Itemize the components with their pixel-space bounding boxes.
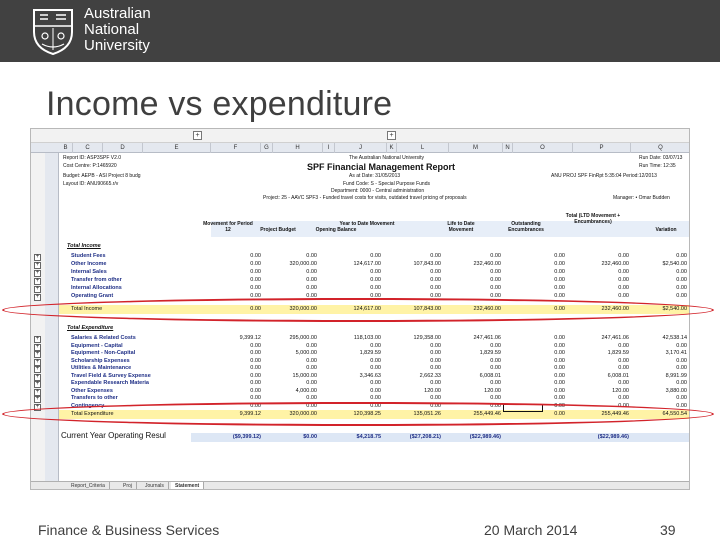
line-item-value: 0.00	[430, 395, 441, 401]
line-item-label: Salaries & Related Costs	[71, 335, 136, 341]
current-year-label: Current Year Operating Resul	[61, 431, 166, 440]
current-year-value: $4,218.75	[356, 434, 381, 440]
column-header[interactable]: D	[103, 143, 143, 153]
line-item-value: 0.00	[430, 365, 441, 371]
footer-date: 20 March 2014	[484, 522, 578, 538]
total-row-label: Total Expenditure	[71, 411, 114, 417]
line-item-value: 0.00	[250, 357, 261, 364]
line-item-value: 0.00	[618, 253, 629, 259]
line-item-value: 0.00	[554, 402, 565, 409]
column-header[interactable]: H	[273, 143, 323, 153]
line-item-value: 5,000.00	[295, 350, 317, 356]
expand-row-icon[interactable]: +	[35, 278, 40, 284]
line-item-value: 9,399.12	[239, 335, 261, 341]
line-item-value: 0.00	[370, 402, 381, 409]
run-date: Run Date: 03/07/13	[639, 155, 683, 161]
line-item-value: 0.00	[370, 285, 381, 291]
line-item-value: 0.00	[490, 293, 501, 299]
line-item-value: 0.00	[554, 269, 565, 275]
sheet-tab-journals[interactable]: Journals	[141, 482, 169, 490]
line-item-value: 0.00	[554, 357, 565, 364]
total-row-value: 320,000.00	[289, 306, 317, 312]
line-item-value: 107,843.00	[413, 261, 441, 267]
expand-icon[interactable]: +	[387, 131, 396, 140]
column-header[interactable]: K	[387, 143, 397, 153]
line-item-value: 320,000.00	[289, 261, 317, 267]
line-item-value: 0.00	[370, 357, 381, 364]
total-row-value: 9,399.12	[239, 411, 261, 417]
footer-page-number: 39	[660, 522, 676, 538]
line-item-label: Equipment - Capital	[71, 342, 123, 349]
anu-crest-icon	[30, 6, 76, 56]
line-item-value: 0.00	[370, 293, 381, 299]
sheet-tabs-bar	[31, 481, 690, 490]
line-item-value: 0.00	[250, 261, 261, 267]
logo-line: National	[84, 21, 140, 38]
total-row-value: 0.00	[554, 306, 565, 312]
line-item-value: 0.00	[250, 293, 261, 299]
anu-wordmark	[84, 6, 151, 54]
line-item-value: 0.00	[676, 402, 687, 409]
line-item-value: 0.00	[554, 380, 565, 386]
line-item-value: 0.00	[430, 285, 441, 291]
col-header-ltd-movement: Life to Date Movement	[447, 221, 475, 233]
line-item-value: 0.00	[554, 261, 565, 267]
line-item-label: Expendable Research Materia	[71, 380, 149, 386]
line-item-value: 0.00	[554, 350, 565, 356]
line-item-value: 0.00	[490, 277, 501, 283]
expand-row-icon[interactable]: +	[35, 388, 40, 395]
department: Department: 0000 - Central administration	[331, 188, 425, 194]
line-item-value: 0.00	[430, 402, 441, 409]
line-item-value: 232,460.00	[473, 261, 501, 267]
line-item-value: 0.00	[430, 277, 441, 283]
total-row-value: 120,398.25	[353, 411, 381, 417]
line-item-value: 0.00	[370, 387, 381, 394]
line-item-value: 0.00	[676, 380, 687, 386]
line-item-value: 118,103.00	[353, 335, 381, 341]
line-item-value: 1,829.59	[359, 350, 381, 356]
col-header-ytd-movement: Year to Date Movement	[339, 221, 395, 227]
line-item-value: 0.00	[370, 277, 381, 283]
manager: Manager: • Omar Budden	[613, 195, 670, 201]
column-header[interactable]: C	[73, 143, 103, 153]
line-item-value: 0.00	[618, 277, 629, 283]
column-header[interactable]: Q	[631, 143, 690, 153]
line-item-value: 0.00	[676, 365, 687, 371]
expenditure-section-label: Total Expenditure	[67, 325, 114, 331]
line-item-label: Scholarship Expenses	[71, 357, 130, 364]
expand-row-icon[interactable]: +	[35, 351, 40, 357]
line-item-value: 247,461.06	[473, 335, 501, 341]
line-item-value: 0.00	[554, 365, 565, 371]
total-row-label: Total Income	[71, 306, 103, 312]
line-item-value: 0.00	[250, 253, 261, 259]
income-total-highlight	[2, 298, 714, 322]
column-header[interactable]: P	[573, 143, 631, 153]
total-row-value: 232,460.00	[601, 306, 629, 312]
fund-code: Fund Code: S - Special Purpose Funds	[343, 181, 430, 187]
line-item-value: 0.00	[554, 395, 565, 401]
line-item-value: 0.00	[490, 269, 501, 275]
line-item-value: 0.00	[618, 380, 629, 386]
line-item-label: Utilities & Maintenance	[71, 365, 132, 371]
report-title: SPF Financial Management Report	[307, 162, 456, 172]
line-item-value: 0.00	[250, 269, 261, 275]
line-item-value: 0.00	[430, 253, 441, 259]
line-item-label: Other Expenses	[71, 387, 113, 394]
line-item-value: 0.00	[430, 380, 441, 386]
line-item-value: 0.00	[306, 342, 317, 349]
line-item-value: 0.00	[306, 285, 317, 291]
as-at-date: As at Date: 31/05/2013	[349, 173, 401, 179]
line-item-value: 0.00	[490, 365, 501, 371]
line-item-value: 0.00	[250, 365, 261, 371]
line-item-value: 0.00	[618, 402, 629, 409]
line-item-value: 0.00	[618, 365, 629, 371]
line-item-value: 0.00	[676, 342, 687, 349]
income-section-label: Total Income	[67, 243, 101, 249]
col-header-movement-period: Movement for Period 12	[203, 221, 253, 233]
run-time: Run Time: 12:35	[639, 163, 676, 169]
line-item-label: Operating Grant	[71, 293, 114, 299]
line-item-label: Internal Sales	[71, 269, 107, 275]
current-year-value: ($22,989.46)	[597, 434, 629, 440]
line-item-value: 0.00	[370, 380, 381, 386]
total-row-value: 320,000.00	[289, 411, 317, 417]
sheet-tab-proj[interactable]: Proj	[119, 482, 137, 490]
line-item-value: 6,008.01	[479, 372, 501, 379]
line-item-label: Transfers to other	[71, 395, 118, 401]
line-item-value: 0.00	[554, 253, 565, 259]
line-item-value: 0.00	[554, 335, 565, 341]
total-row-value: 135,051.26	[413, 411, 441, 417]
line-item-value: 6,008.01	[607, 372, 629, 379]
header-bar	[0, 0, 720, 62]
cost-centre: Cost Centre: P:1465920	[63, 163, 117, 169]
logo-line: Australian	[84, 5, 151, 22]
total-row-value: 107,843.00	[413, 306, 441, 312]
line-item-value: 1,829.59	[607, 350, 629, 356]
sheet-tab-report-criteria[interactable]: Report_Criteria	[67, 482, 110, 490]
footer-department: Finance & Business Services	[38, 522, 220, 538]
line-item-value: 0.00	[676, 293, 687, 299]
expand-row-icon[interactable]: +	[35, 286, 40, 292]
total-row-value: 64,550.54	[662, 411, 687, 417]
row-number-column	[45, 153, 59, 481]
column-header[interactable]: O	[513, 143, 573, 153]
line-item-value: 42,538.14	[662, 335, 687, 341]
expand-row-icon[interactable]: +	[35, 396, 40, 402]
line-item-value: 0.00	[618, 342, 629, 349]
line-item-value: 8,991.99	[665, 372, 687, 379]
line-item-value: 0.00	[554, 387, 565, 394]
line-item-value: 3,880.00	[665, 387, 687, 394]
line-item-value: 0.00	[430, 269, 441, 275]
line-item-label: Transfer from other	[71, 277, 122, 283]
expand-row-icon[interactable]: +	[35, 366, 40, 372]
expand-row-icon[interactable]: +	[35, 381, 40, 387]
line-item-value: 0.00	[490, 395, 501, 401]
expand-row-icon[interactable]: +	[35, 343, 40, 350]
line-item-value: 0.00	[490, 342, 501, 349]
report-id: Report ID: ASP3SPF V2.0	[63, 155, 122, 161]
total-row-value: 232,460.00	[473, 306, 501, 312]
line-item-value: 1,829.59	[479, 350, 501, 356]
total-row-value: 0.00	[250, 306, 261, 312]
line-item-value: 15,000.00	[292, 372, 317, 379]
line-item-label: Student Fees	[71, 253, 106, 259]
line-item-value: 0.00	[250, 372, 261, 379]
line-item-value: 0.00	[618, 357, 629, 364]
expand-row-icon[interactable]: +	[35, 270, 40, 276]
line-item-value: 0.00	[306, 395, 317, 401]
line-item-value: 0.00	[618, 285, 629, 291]
line-item-value: 120.00	[484, 387, 501, 394]
col-header-total-ltd: Total (LTD Movement + Encumbrances)	[565, 213, 621, 225]
line-item-value: 0.00	[554, 342, 565, 349]
line-item-value: 0.00	[306, 380, 317, 386]
line-item-value: 0.00	[676, 277, 687, 283]
line-item-value: 0.00	[306, 269, 317, 275]
line-item-value: 0.00	[554, 372, 565, 379]
line-item-value: 4,000.00	[295, 387, 317, 394]
line-item-value: 0.00	[250, 342, 261, 349]
line-item-value: 120.00	[424, 387, 441, 394]
col-header-outstanding: Outstanding Encumbrances	[508, 221, 544, 233]
line-item-value: 0.00	[618, 269, 629, 275]
line-item-label: Internal Allocations	[71, 285, 122, 291]
project: Project: 25 - AAVC SPF3 - Funded travel costs for visits, outdated travel pricing of proposals	[263, 195, 467, 201]
line-item-value: 0.00	[490, 357, 501, 364]
total-row-value: $2,540.00	[662, 306, 687, 312]
line-item-value: 0.00	[430, 342, 441, 349]
col-header-project-budget: Project Budget	[260, 227, 296, 233]
column-header-row	[31, 143, 690, 153]
column-header[interactable]: F	[211, 143, 261, 153]
line-item-value: 0.00	[250, 277, 261, 283]
line-item-value: 0.00	[676, 357, 687, 364]
line-item-value: 120.00	[612, 387, 629, 394]
col-header-opening-balance: Opening Balance	[315, 227, 357, 233]
total-row-value: 255,449.46	[601, 411, 629, 417]
column-header[interactable]: J	[335, 143, 387, 153]
line-item-value: 0.00	[306, 277, 317, 283]
line-item-value: 0.00	[250, 380, 261, 386]
current-year-value: $0.00	[303, 434, 317, 440]
slide-title: Income vs expenditure	[46, 85, 393, 123]
total-row-value: 255,449.46	[473, 411, 501, 417]
column-header[interactable]: G	[261, 143, 273, 153]
col-header-variation: Variation	[655, 227, 677, 233]
line-item-label: Other Income	[71, 261, 107, 267]
expand-row-icon[interactable]: +	[35, 336, 40, 342]
line-item-value: 0.00	[306, 293, 317, 299]
line-item-label: Travel Field & Survey Expense	[71, 372, 151, 379]
line-item-value: 0.00	[676, 285, 687, 291]
column-header[interactable]: L	[397, 143, 449, 153]
expenditure-total-highlight	[2, 402, 714, 426]
current-year-value: ($27,208.21)	[409, 434, 441, 440]
line-item-value: 0.00	[618, 395, 629, 401]
line-item-value: 0.00	[370, 395, 381, 401]
column-header[interactable]: B	[59, 143, 73, 153]
line-item-value: 3,346.63	[359, 372, 381, 379]
line-item-value: 0.00	[430, 350, 441, 356]
line-item-label: Equipment - Non-Capital	[71, 350, 136, 356]
line-item-value: 0.00	[306, 253, 317, 259]
line-item-value: 0.00	[554, 293, 565, 299]
line-item-value: 2,662.33	[419, 372, 441, 379]
line-item-value: 0.00	[250, 350, 261, 356]
expand-row-icon[interactable]: +	[35, 254, 40, 260]
line-item-value: 0.00	[490, 402, 501, 409]
line-item-value: 0.00	[370, 253, 381, 259]
line-item-value: 0.00	[250, 395, 261, 401]
logo-line: University	[84, 37, 150, 54]
outline-strip	[31, 129, 690, 143]
line-item-value: 0.00	[490, 285, 501, 291]
line-item-value: 0.00	[676, 395, 687, 401]
expand-row-icon[interactable]: +	[35, 403, 40, 410]
line-item-value: 0.00	[554, 277, 565, 283]
line-item-value: 0.00	[370, 269, 381, 275]
line-item-value: 0.00	[370, 365, 381, 371]
line-item-value: 0.00	[370, 342, 381, 349]
line-item-value: 0.00	[490, 380, 501, 386]
line-item-value: 0.00	[618, 293, 629, 299]
line-item-value: 0.00	[490, 253, 501, 259]
line-item-value: 0.00	[554, 285, 565, 291]
line-item-value: 0.00	[676, 269, 687, 275]
line-item-value: 0.00	[306, 402, 317, 409]
expand-row-icon[interactable]: +	[35, 262, 40, 268]
line-item-value: 0.00	[430, 293, 441, 299]
line-item-value: 295,000.00	[289, 335, 317, 341]
column-header[interactable]: M	[449, 143, 503, 153]
line-item-value: 129,358.00	[413, 335, 441, 341]
line-item-value: 232,460.00	[601, 261, 629, 267]
outline-gutter	[31, 153, 45, 481]
line-item-value: 3,170.41	[665, 350, 687, 356]
line-item-value: $2,540.00	[662, 261, 687, 267]
total-row-value: 124,617.00	[353, 306, 381, 312]
column-header[interactable]: N	[503, 143, 513, 153]
current-year-value: ($22,989.46)	[469, 434, 501, 440]
line-item-value: 0.00	[250, 285, 261, 291]
column-header[interactable]: E	[143, 143, 211, 153]
line-item-value: 0.00	[306, 365, 317, 371]
layout-id: Layout ID: ANU90665.r/v	[63, 181, 119, 187]
current-year-value: ($9,399.12)	[232, 434, 261, 440]
institution-name: The Australian National University	[349, 155, 425, 161]
budget: Budget: AEPB - ASI Project 8 budg	[63, 173, 141, 179]
line-item-value: 0.00	[430, 357, 441, 364]
line-item-value: 0.00	[250, 402, 261, 409]
line-item-value: 0.00	[676, 253, 687, 259]
expand-icon[interactable]: +	[193, 131, 202, 140]
line-item-value: 0.00	[250, 387, 261, 394]
line-item-label: Contingency	[71, 402, 105, 409]
total-row-value: 0.00	[554, 411, 565, 417]
sheet-tab-statement[interactable]: Statement	[171, 482, 204, 490]
line-item-value: 247,461.06	[601, 335, 629, 341]
expand-row-icon[interactable]: +	[35, 373, 40, 380]
expand-row-icon[interactable]: +	[35, 294, 40, 300]
column-header[interactable]: I	[323, 143, 335, 153]
line-item-value: 0.00	[306, 357, 317, 364]
line-item-value: 124,617.00	[353, 261, 381, 267]
expand-row-icon[interactable]: +	[35, 358, 40, 365]
report-period: ANU PROJ SPF FinRpt 5:35:04 Period:12/2013	[551, 173, 657, 179]
